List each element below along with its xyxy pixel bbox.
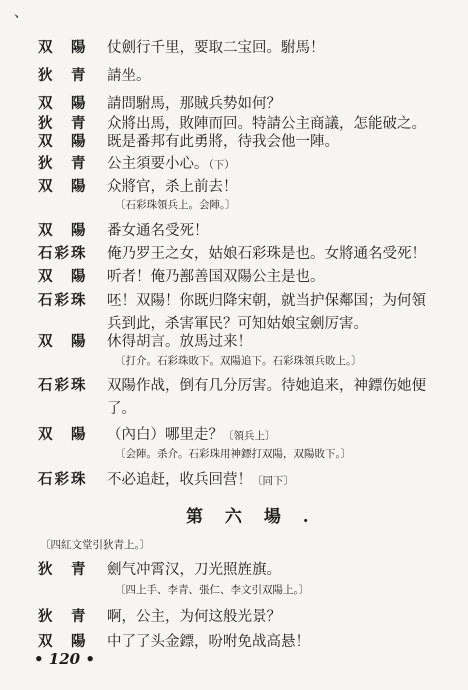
dialogue-line: 既是番邦有此勇將，待我会他一陣。 [107,134,339,150]
stage-direction: 〔石彩珠領兵上。会陣。〕 [115,199,236,211]
speaker-label: 狄 青 [38,608,88,625]
dialogue-line: 啊，公主，为何这般光景？ [107,609,281,625]
corner-mark: 、 [14,5,28,21]
speaker-label: 狄 青 [38,67,88,84]
stage-direction: 〔打介。石彩珠敗下。双陽追下。石彩珠領兵敗上。〕 [115,355,362,367]
speaker-label: 双 陽 [38,133,88,150]
dialogue-continuation: 了。 [107,401,136,417]
speaker-label: 石彩珠 [38,292,88,309]
dialogue-line: 呸！双陽！你既归降宋朝，就当护保鄰国；为何領 [107,293,426,309]
speaker-label: 双 陽 [38,222,88,239]
speaker-label: 双 陽 [38,333,88,350]
dialogue-text: 不必追赶，收兵回营！ [107,472,252,488]
dialogue-line [107,152,235,173]
speaker-label: 狄 青 [38,561,88,578]
dialogue-text: 公主須要小心。 [107,156,209,172]
speaker-label: 石彩珠 [38,377,88,394]
speaker-label: 石彩珠 [38,471,88,488]
dialogue-line: 劍气冲霄汉，刀光照旌旗。 [107,562,281,578]
speaker-label: 双 陽 [38,95,88,112]
stage-direction-inline: 〔同下〕 [252,475,294,487]
dialogue-line: 双陽作战，倒有几分厉害。待她追来，神鏢伤她便 [107,378,426,394]
dialogue-line: 众將官，杀上前去！ [107,179,238,195]
speaker-label: 石彩珠 [38,245,88,262]
speaker-label: 双 陽 [38,178,88,195]
dialogue-line: 請坐。 [107,68,151,84]
page-number: • 120 • [34,650,95,668]
stage-direction: 〔四紅文堂引狄青上。〕 [40,539,151,551]
dialogue-line [107,468,294,489]
speaker-label: 狄 青 [38,115,88,132]
dialogue-line: 休得胡言。放馬过来！ [107,334,252,350]
speaker-label: 双 陽 [38,426,88,443]
stage-direction: 〔会陣。杀介。石彩珠用神鏢打双陽，双陽敗下。〕 [115,448,352,460]
speaker-label: 狄 青 [38,155,88,172]
stage-direction: 〔四上手、李青、張仁、李文引双陽上。〕 [115,584,310,596]
speaker-label: 双 陽 [38,268,88,285]
dialogue-line: 番女通名受死！ [107,223,209,239]
stage-direction-inline: （下） [208,159,235,171]
dialogue-text: （內白）哪里走？ [107,427,223,443]
dialogue-line: 仗劍行千里，要取二宝回。駙馬！ [107,40,325,56]
scene-title: 第 六 場 . [186,507,317,527]
dialogue-line: 听者！俺乃鄯善国双陽公主是也。 [107,269,325,285]
dialogue-line: 請問駙馬，那賊兵势如何？ [107,96,281,112]
dialogue-line: 中了了头金鏢，吩咐免战高悬！ [107,634,310,650]
dialogue-line: 众將出馬，敗陣而回。特請公主商議，怎能破之。 [107,116,426,132]
stage-direction-inline: 〔領兵上〕 [223,430,276,442]
dialogue-continuation: 兵到此，杀害軍民？可知姑娘宝劍厉害。 [107,316,368,332]
speaker-label: 双 陽 [38,39,88,56]
speaker-label: 双 陽 [38,633,88,650]
dialogue-line: 俺乃罗王之女，姑娘石彩珠是也。女將通名受死！ [107,246,426,262]
dialogue-line [107,423,276,444]
